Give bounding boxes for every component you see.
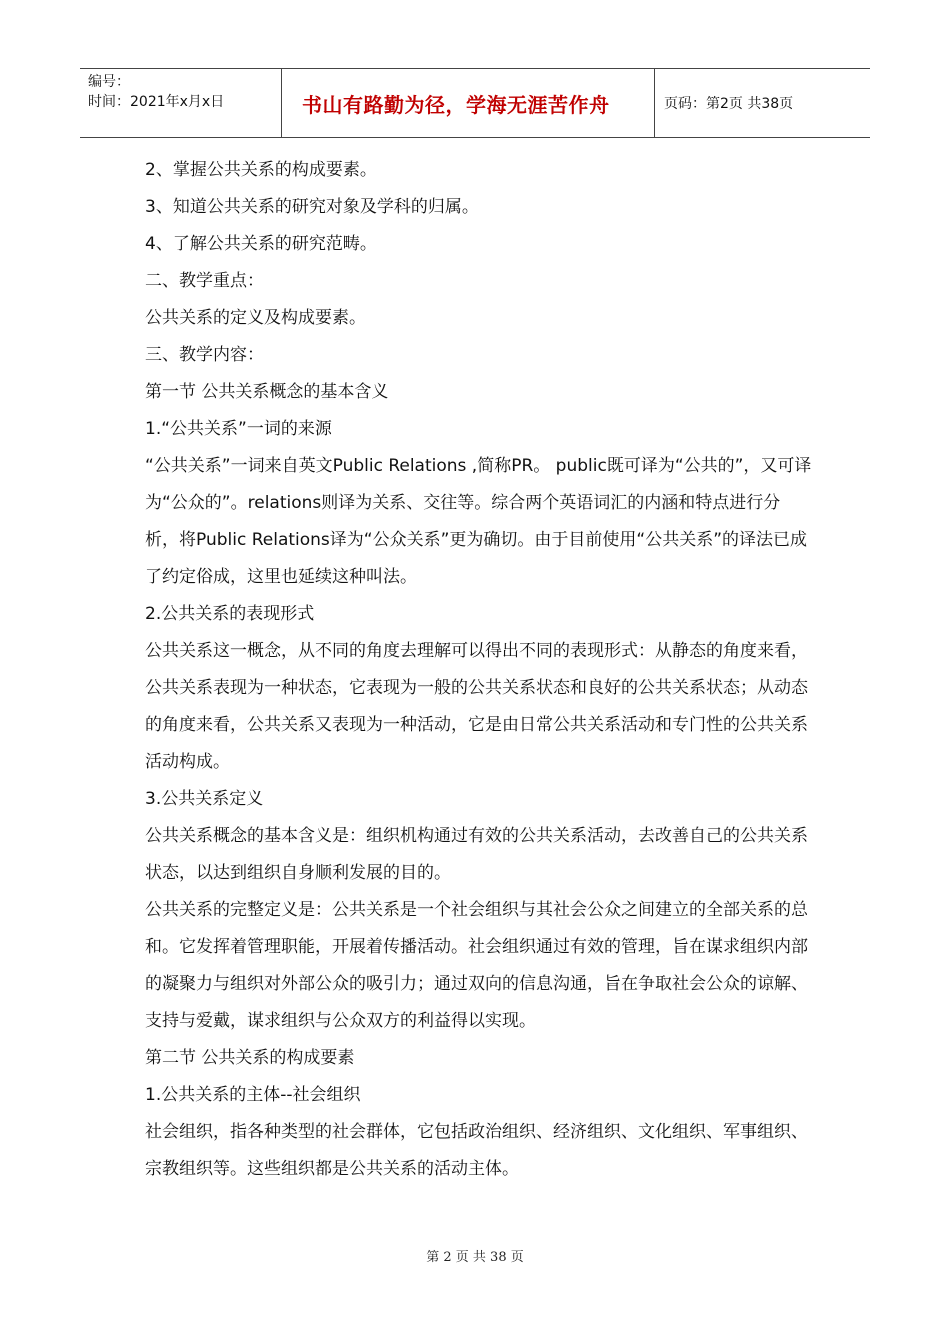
header-motto: 书山有路勤为径，学海无涯苦作舟 (282, 69, 655, 137)
subheading-definition: 3.公共关系定义 (145, 789, 264, 809)
paragraph-full-definition: 公共关系的完整定义是：公共关系是一个社会组织与其社会公众之间建立的全部关系的总和。它发挥着管理职能，开展着传播活动。社会组织通过有效的管理，旨在谋求组织内部的凝聚力与组织对外部公众的吸引力；通过双向的信息沟通，旨在争取社会公众的谅解、支持与爱戴，谋求组织与公众双方的利益得以实现。 (145, 900, 808, 1031)
header-page-info: 页码：第2页 共38页 (664, 96, 794, 112)
paragraph-subject: 社会组织，指各种类型的社会群体，它包括政治组织、经济组织、文化组织、军事组织、宗教组织等。这些组织都是公共关系的活动主体。 (145, 1122, 808, 1179)
subheading-origin: 1.“公共关系”一词的来源 (145, 419, 332, 439)
section-heading-content: 三、教学内容： (145, 345, 264, 365)
key-points-text: 公共关系的定义及构成要素。 (145, 308, 366, 328)
page-footer: 第 2 页 共 38 页 (426, 1250, 524, 1265)
paragraph-basic-meaning: 公共关系概念的基本含义是：组织机构通过有效的公共关系活动，去改善自己的公共关系状态，以达到组织自身顺利发展的目的。 (145, 826, 808, 883)
objective-4: 4、了解公共关系的研究范畴。 (145, 234, 377, 254)
header-meta (80, 69, 282, 137)
page-header (80, 68, 870, 138)
section-heading-key-points: 二、教学重点： (145, 271, 264, 291)
paragraph-origin: “公共关系”一词来自英文Public Relations ,简称PR。 public既可译为“公共的”，又可译为“公众的”。relations则译为关系、交往等。综合两个英语词汇的内涵和特点进行分析，将Public Relations译为“公众关系”更为确切。由于目前使用“公共关系”的译法已成了约定俗成，这里也延续这种叫法。 (145, 456, 812, 587)
subheading-forms: 2.公共关系的表现形式 (145, 604, 315, 624)
objective-3: 3、知道公共关系的研究对象及学科的归属。 (145, 197, 479, 217)
subheading-subject: 1.公共关系的主体--社会组织 (145, 1085, 361, 1105)
chapter-1-heading: 第一节 公共关系概念的基本含义 (145, 382, 389, 402)
serial-label: 编号： (88, 74, 130, 90)
document-body (145, 152, 813, 1188)
date-label: 时间：2021年x月x日 (88, 94, 225, 110)
chapter-2-heading: 第二节 公共关系的构成要素 (145, 1048, 355, 1068)
objective-2: 2、掌握公共关系的构成要素。 (145, 160, 377, 180)
paragraph-forms: 公共关系这一概念，从不同的角度去理解可以得出不同的表现形式：从静态的角度来看，公共关系表现为一种状态，它表现为一般的公共关系状态和良好的公共关系状态；从动态的角度来看，公共关系又表现为一种活动，它是由日常公共关系活动和专门性的公共关系活动构成。 (145, 641, 808, 772)
